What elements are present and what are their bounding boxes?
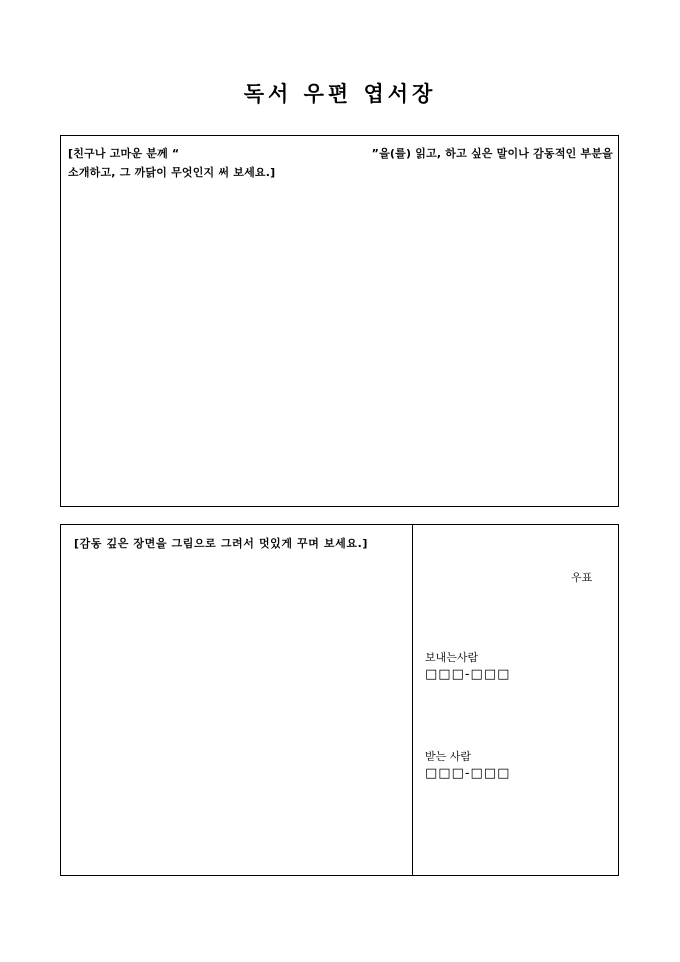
- book-title-blank[interactable]: [224, 144, 328, 163]
- letter-prompt-line-1: [68, 144, 613, 163]
- recipient-zip-field[interactable]: □□□-□□□: [425, 766, 511, 781]
- book-letter-box[interactable]: [60, 135, 619, 507]
- letter-prompt-part-2: ”을(를) 읽고, 하고 싶은 말이나 감동적인 부분을: [371, 147, 613, 160]
- sender-zip-field[interactable]: □□□-□□□: [425, 667, 511, 682]
- stamp-label: 우표: [571, 571, 593, 584]
- postcard-box: [60, 524, 619, 876]
- page-title: 독서 우편 엽서장: [243, 81, 437, 106]
- recipient-label: 받는 사람: [425, 750, 472, 763]
- letter-prompt-line-2: 소개하고, 그 까닭이 무엇인지 써 보세요.]: [68, 166, 276, 179]
- sender-label: 보내는사람: [425, 651, 479, 664]
- letter-prompt: [68, 144, 613, 182]
- letter-prompt-part-1: [친구나 고마운 분께 “: [68, 147, 180, 160]
- postcard-divider: [412, 525, 413, 875]
- drawing-prompt: [감동 깊은 장면을 그림으로 그려서 멋있게 꾸며 보세요.]: [74, 537, 369, 550]
